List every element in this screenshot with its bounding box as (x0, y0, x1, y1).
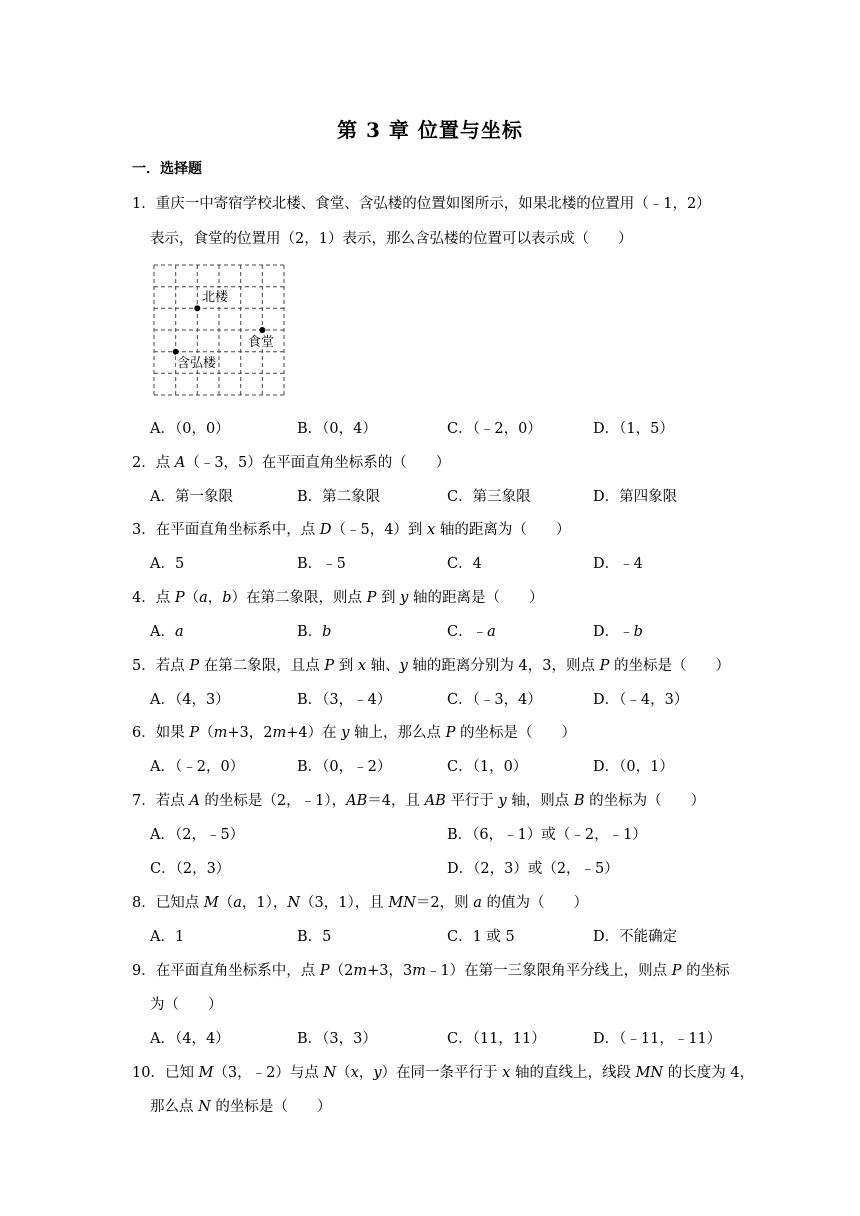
q9-option-c[interactable]: C．（11，11） (447, 1031, 546, 1047)
q3-option-c[interactable]: C．4 (447, 556, 482, 572)
question-10-line-1: 10．已知 M（3，﹣2）与点 N（x，y）在同一条平行于 x 轴的直线上，线段 MN 的长度为 4， (132, 1065, 755, 1081)
page-title: 第 3 章 位置与坐标 (337, 118, 523, 142)
hanhong-building-point (173, 349, 179, 355)
question-5: 5．若点 P 在第二象限，且点 P 到 x 轴、y 轴的距离分别为 4，3，则点 P 的坐标是（ ） (132, 658, 730, 674)
q4-option-a[interactable]: A．a (150, 624, 184, 640)
q8-option-a[interactable]: A．1 (150, 929, 185, 945)
canteen-label: 食堂 (248, 335, 275, 350)
q3-option-b[interactable]: B．﹣5 (297, 556, 346, 572)
q5-option-b[interactable]: B．（3，﹣4） (297, 692, 392, 708)
section-heading: 一．选择题 (132, 161, 202, 177)
q4-option-d[interactable]: D．﹣b (593, 624, 643, 640)
q5-option-c[interactable]: C．（﹣3，4） (447, 692, 542, 708)
campus-grid-figure (153, 264, 285, 396)
canteen-point (259, 327, 265, 333)
q9-option-d[interactable]: D．（﹣11，﹣11） (593, 1031, 722, 1047)
q9-option-a[interactable]: A．（4，4） (150, 1031, 230, 1047)
q7-option-b[interactable]: B．（6，﹣1）或（﹣2，﹣1） (447, 827, 647, 843)
q5-option-d[interactable]: D．（﹣4，3） (593, 692, 689, 708)
question-9-line-1: 9．在平面直角坐标系中，点 P（2m+3，3m﹣1）在第一三象限角平分线上，则点 P 的坐标 (132, 963, 730, 979)
q2-option-c[interactable]: C．第三象限 (447, 489, 531, 505)
q5-option-a[interactable]: A．（4，3） (150, 692, 230, 708)
q2-option-d[interactable]: D．第四象限 (593, 489, 678, 505)
question-8: 8．已知点 M（a，1），N（3，1），且 MN＝2，则 a 的值为（ ） (132, 895, 588, 911)
q1-option-d[interactable]: D．（1，5） (593, 421, 674, 437)
q3-option-d[interactable]: D．﹣4 (593, 556, 643, 572)
north-building-point (194, 305, 200, 311)
q7-option-a[interactable]: A．（2，﹣5） (150, 827, 245, 843)
question-4: 4．点 P（a，b）在第二象限，则点 P 到 y 轴的距离是（ ） (132, 590, 544, 606)
q6-option-a[interactable]: A．（﹣2，0） (150, 759, 245, 775)
question-2: 2．点 A（﹣3，5）在平面直角坐标系的（ ） (132, 455, 451, 471)
q7-option-c[interactable]: C．（2，3） (150, 861, 231, 877)
question-10-line-2: 那么点 N 的坐标是（ ） (150, 1099, 332, 1115)
question-3: 3．在平面直角坐标系中，点 D（﹣5，4）到 x 轴的距离为（ ） (132, 522, 571, 538)
q8-option-d[interactable]: D．不能确定 (593, 929, 678, 945)
q3-option-a[interactable]: A．5 (150, 556, 185, 572)
q6-option-d[interactable]: D．（0，1） (593, 759, 674, 775)
question-7: 7．若点 A 的坐标是（2，﹣1），AB＝4，且 AB 平行于 y 轴，则点 B 的坐标为（ ） (132, 793, 706, 809)
q2-option-b[interactable]: B．第二象限 (297, 489, 381, 505)
north-building-label: 北楼 (202, 290, 229, 305)
question-9-line-2: 为（ ） (150, 997, 223, 1013)
q8-option-c[interactable]: C．1 或 5 (447, 929, 515, 945)
q7-option-d[interactable]: D．（2，3）或（2，﹣5） (447, 861, 619, 877)
q4-option-b[interactable]: B．b (297, 624, 332, 640)
q1-option-a[interactable]: A．（0，0） (150, 421, 230, 437)
q9-option-b[interactable]: B．（3，3） (297, 1031, 377, 1047)
q2-option-a[interactable]: A．第一象限 (150, 489, 233, 505)
question-6: 6．如果 P（m+3，2m+4）在 y 轴上，那么点 P 的坐标是（ ） (132, 725, 576, 741)
q6-option-c[interactable]: C．（1，0） (447, 759, 528, 775)
hanhong-building-label: 含弘楼 (177, 356, 217, 371)
q4-option-c[interactable]: C．﹣a (447, 624, 496, 640)
question-1-line-2: 表示，食堂的位置用（2，1）表示，那么含弘楼的位置可以表示成（ ） (150, 231, 633, 247)
q1-option-c[interactable]: C．（﹣2，0） (447, 421, 542, 437)
question-1-line-1: 1．重庆一中寄宿学校北楼、食堂、含弘楼的位置如图所示，如果北楼的位置用（﹣1，2） (132, 196, 711, 212)
q8-option-b[interactable]: B．5 (297, 929, 332, 945)
q1-option-b[interactable]: B．（0，4） (297, 421, 377, 437)
q6-option-b[interactable]: B．（0，﹣2） (297, 759, 392, 775)
